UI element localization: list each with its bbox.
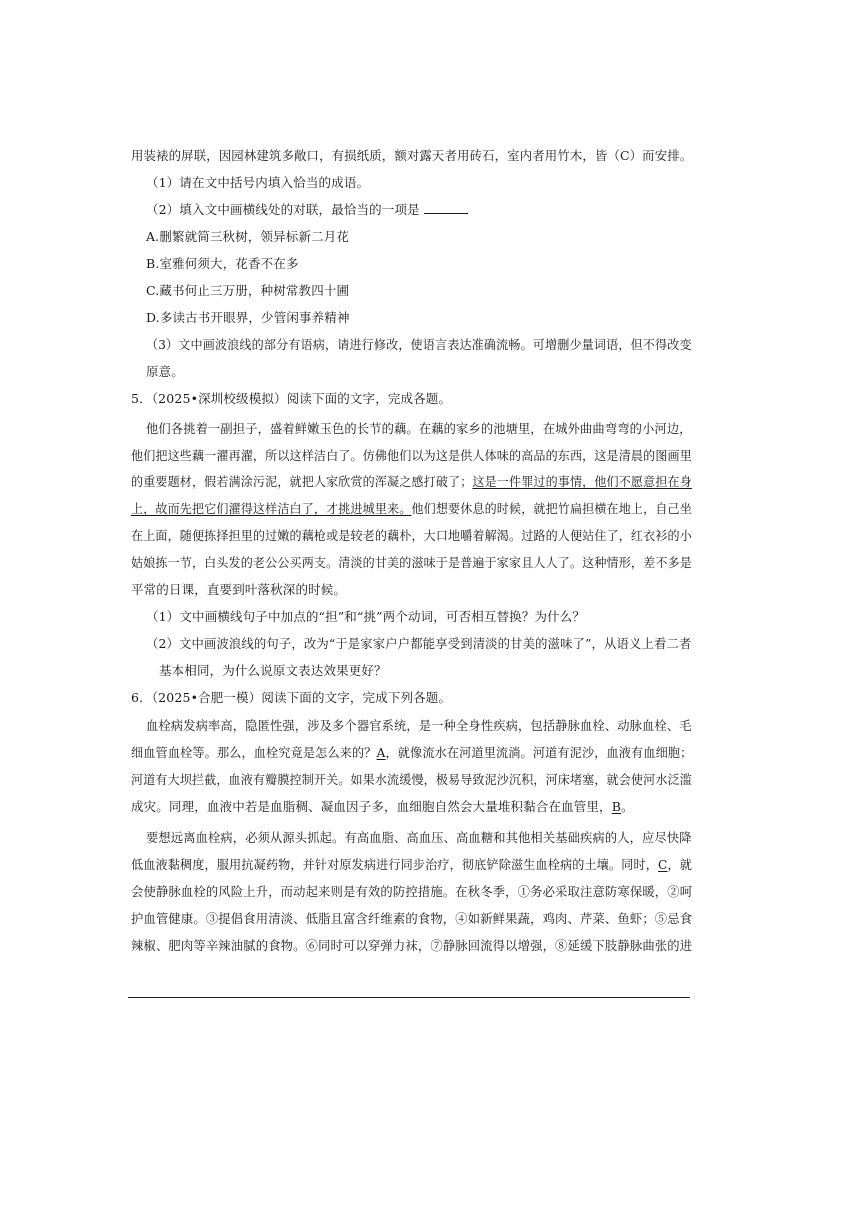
- text-run: 他们想要休息的时候，就把竹扁担横在地上，自己坐: [411, 501, 692, 516]
- question-line: （1）请在文中括号内填入恰当的成语。: [146, 175, 370, 190]
- question-line: 基本相同，为什么说原文表达效果更好？: [159, 663, 387, 678]
- paragraph-line: [131, 472, 692, 492]
- option-d: D.多读古书开眼界，少管闲事养精神: [146, 310, 350, 325]
- underlined-sentence: 这是一件罪过的事情，他们不愿意担在身: [472, 474, 692, 489]
- question-heading-5: 5．（2025•深圳校级模拟）阅读下面的文字，完成各题。: [131, 391, 452, 406]
- question-line: （1）文中画横线句子中加点的“担”和“挑”两个动词，可否相互替换？为什么？: [146, 609, 586, 624]
- paragraph-line: 要想远离血栓病，必须从源头抓起。有高血脂、高血压、高血糖和其他相关基础疾病的人，应尽快降: [146, 830, 692, 845]
- paragraph-line: 血栓病发病率高，隐匿性强，涉及多个器官系统，是一种全身性疾病，包括静脉血栓、动脉血栓、毛: [146, 718, 692, 733]
- answer-blank: [424, 201, 468, 214]
- paragraph-line: 会使静脉血栓的风险上升，而动起来则是有效的防控措施。在秋冬季，①务必采取注意防寒保暖，②呵: [131, 884, 693, 899]
- paragraph-line: 平常的日课，直要到叶落秋深的时候。: [131, 582, 347, 597]
- underlined-sentence: 上，故而先把它们濯得这样洁白了，才挑进城里来。: [131, 501, 412, 516]
- text-run: ，就: [667, 857, 692, 872]
- question-text: （2）填入文中画横线处的对联，最恰当的一项是: [146, 202, 420, 217]
- paragraph-line: 辣椒、肥肉等辛辣油腻的食物。⑥同时可以穿弹力袜，⑦静脉回流得以增强，⑧延缓下肢静脉曲张的进: [131, 938, 693, 953]
- paragraph-line: 护血管健康。③提倡食用清淡、低脂且富含纤维素的食物，④如新鲜果蔬，鸡肉、芹菜、鱼虾；⑤忌食: [131, 911, 693, 926]
- option-a: A.删繁就简三秋树，领异标新二月花: [146, 229, 350, 244]
- paragraph-line: 他们把这些藕一濯再濯，所以这样洁白了。仿佛他们以为这是供人体味的高品的东西，这是清晨的图画里: [131, 448, 692, 463]
- question-line: [146, 200, 468, 220]
- paragraph-line: 姑娘拣一节，白头发的老公公买两支。清淡的甘美的滋味于是普遍于家家且人人了。这种情形，差不多是: [131, 555, 692, 570]
- paragraph-line: 河道有大坝拦截，血液有瓣膜控制开关。如果水流缓慢，极易导致泥沙沉积，河床堵塞，就会使河水泛滥: [131, 772, 692, 787]
- question-heading-6: 6．（2025•合肥一模）阅读下面的文字，完成下列各题。: [131, 690, 452, 705]
- text-run: 细血管血栓等。那么，血栓究竟是怎么来的？: [131, 745, 377, 760]
- blank-marker-a: A: [376, 745, 386, 760]
- paragraph-line: [131, 499, 692, 519]
- paragraph-line: 在上面，随便拣择担里的过嫩的藕枪或是较老的藕朴，大口地嚼着解渴。过路的人便站住了，红衣衫的小: [131, 528, 692, 543]
- paragraph-line: 用装裱的屏联，因园林建筑多敞口，有损纸质，额对露天者用砖石，室内者用竹木，皆（C）而安排。: [131, 148, 693, 163]
- blank-marker-b: B: [611, 799, 622, 814]
- text-run: ，就像流水在河道里流淌。河道有泥沙，血液有血细胞；: [385, 745, 693, 760]
- option-b: B.室雅何须大，花香不在多: [146, 256, 299, 271]
- paragraph-line: [131, 855, 692, 875]
- question-line: （2）文中画波浪线的句子，改为“于是家家户户都能享受到清淡的甘美的滋味了”，从语义上看二者: [146, 636, 692, 651]
- option-c: C.藏书何止三万册，种树常教四十圃: [146, 283, 350, 298]
- question-line: 原意。: [146, 364, 184, 379]
- footer-divider: [128, 997, 690, 998]
- text-run: 成灾。同理，血液中若是血脂稠、凝血因子多，血细胞自然会大量堆积黏合在血管里，: [131, 799, 612, 814]
- text-run: 的重要题材，假若满涂污泥，就把人家欣赏的浑凝之感打破了；: [131, 474, 473, 489]
- text-run: 低血液黏稠度，服用抗凝药物，并针对原发病进行同步治疗，彻底铲除滋生血栓病的土壤。同时，: [131, 857, 659, 872]
- paragraph-line: 他们各挑着一副担子，盛着鲜嫩玉色的长节的藕。在藕的家乡的池塘里，在城外曲曲弯弯的小河边，: [146, 421, 692, 436]
- paragraph-line: [131, 797, 634, 817]
- blank-marker-c: C: [658, 857, 668, 872]
- paragraph-line: [131, 743, 692, 763]
- text-run: 。: [621, 799, 634, 814]
- question-line: （3）文中画波浪线的部分有语病，请进行修改，使语言表达准确流畅。可增删少量词语，但不得改变: [146, 337, 692, 352]
